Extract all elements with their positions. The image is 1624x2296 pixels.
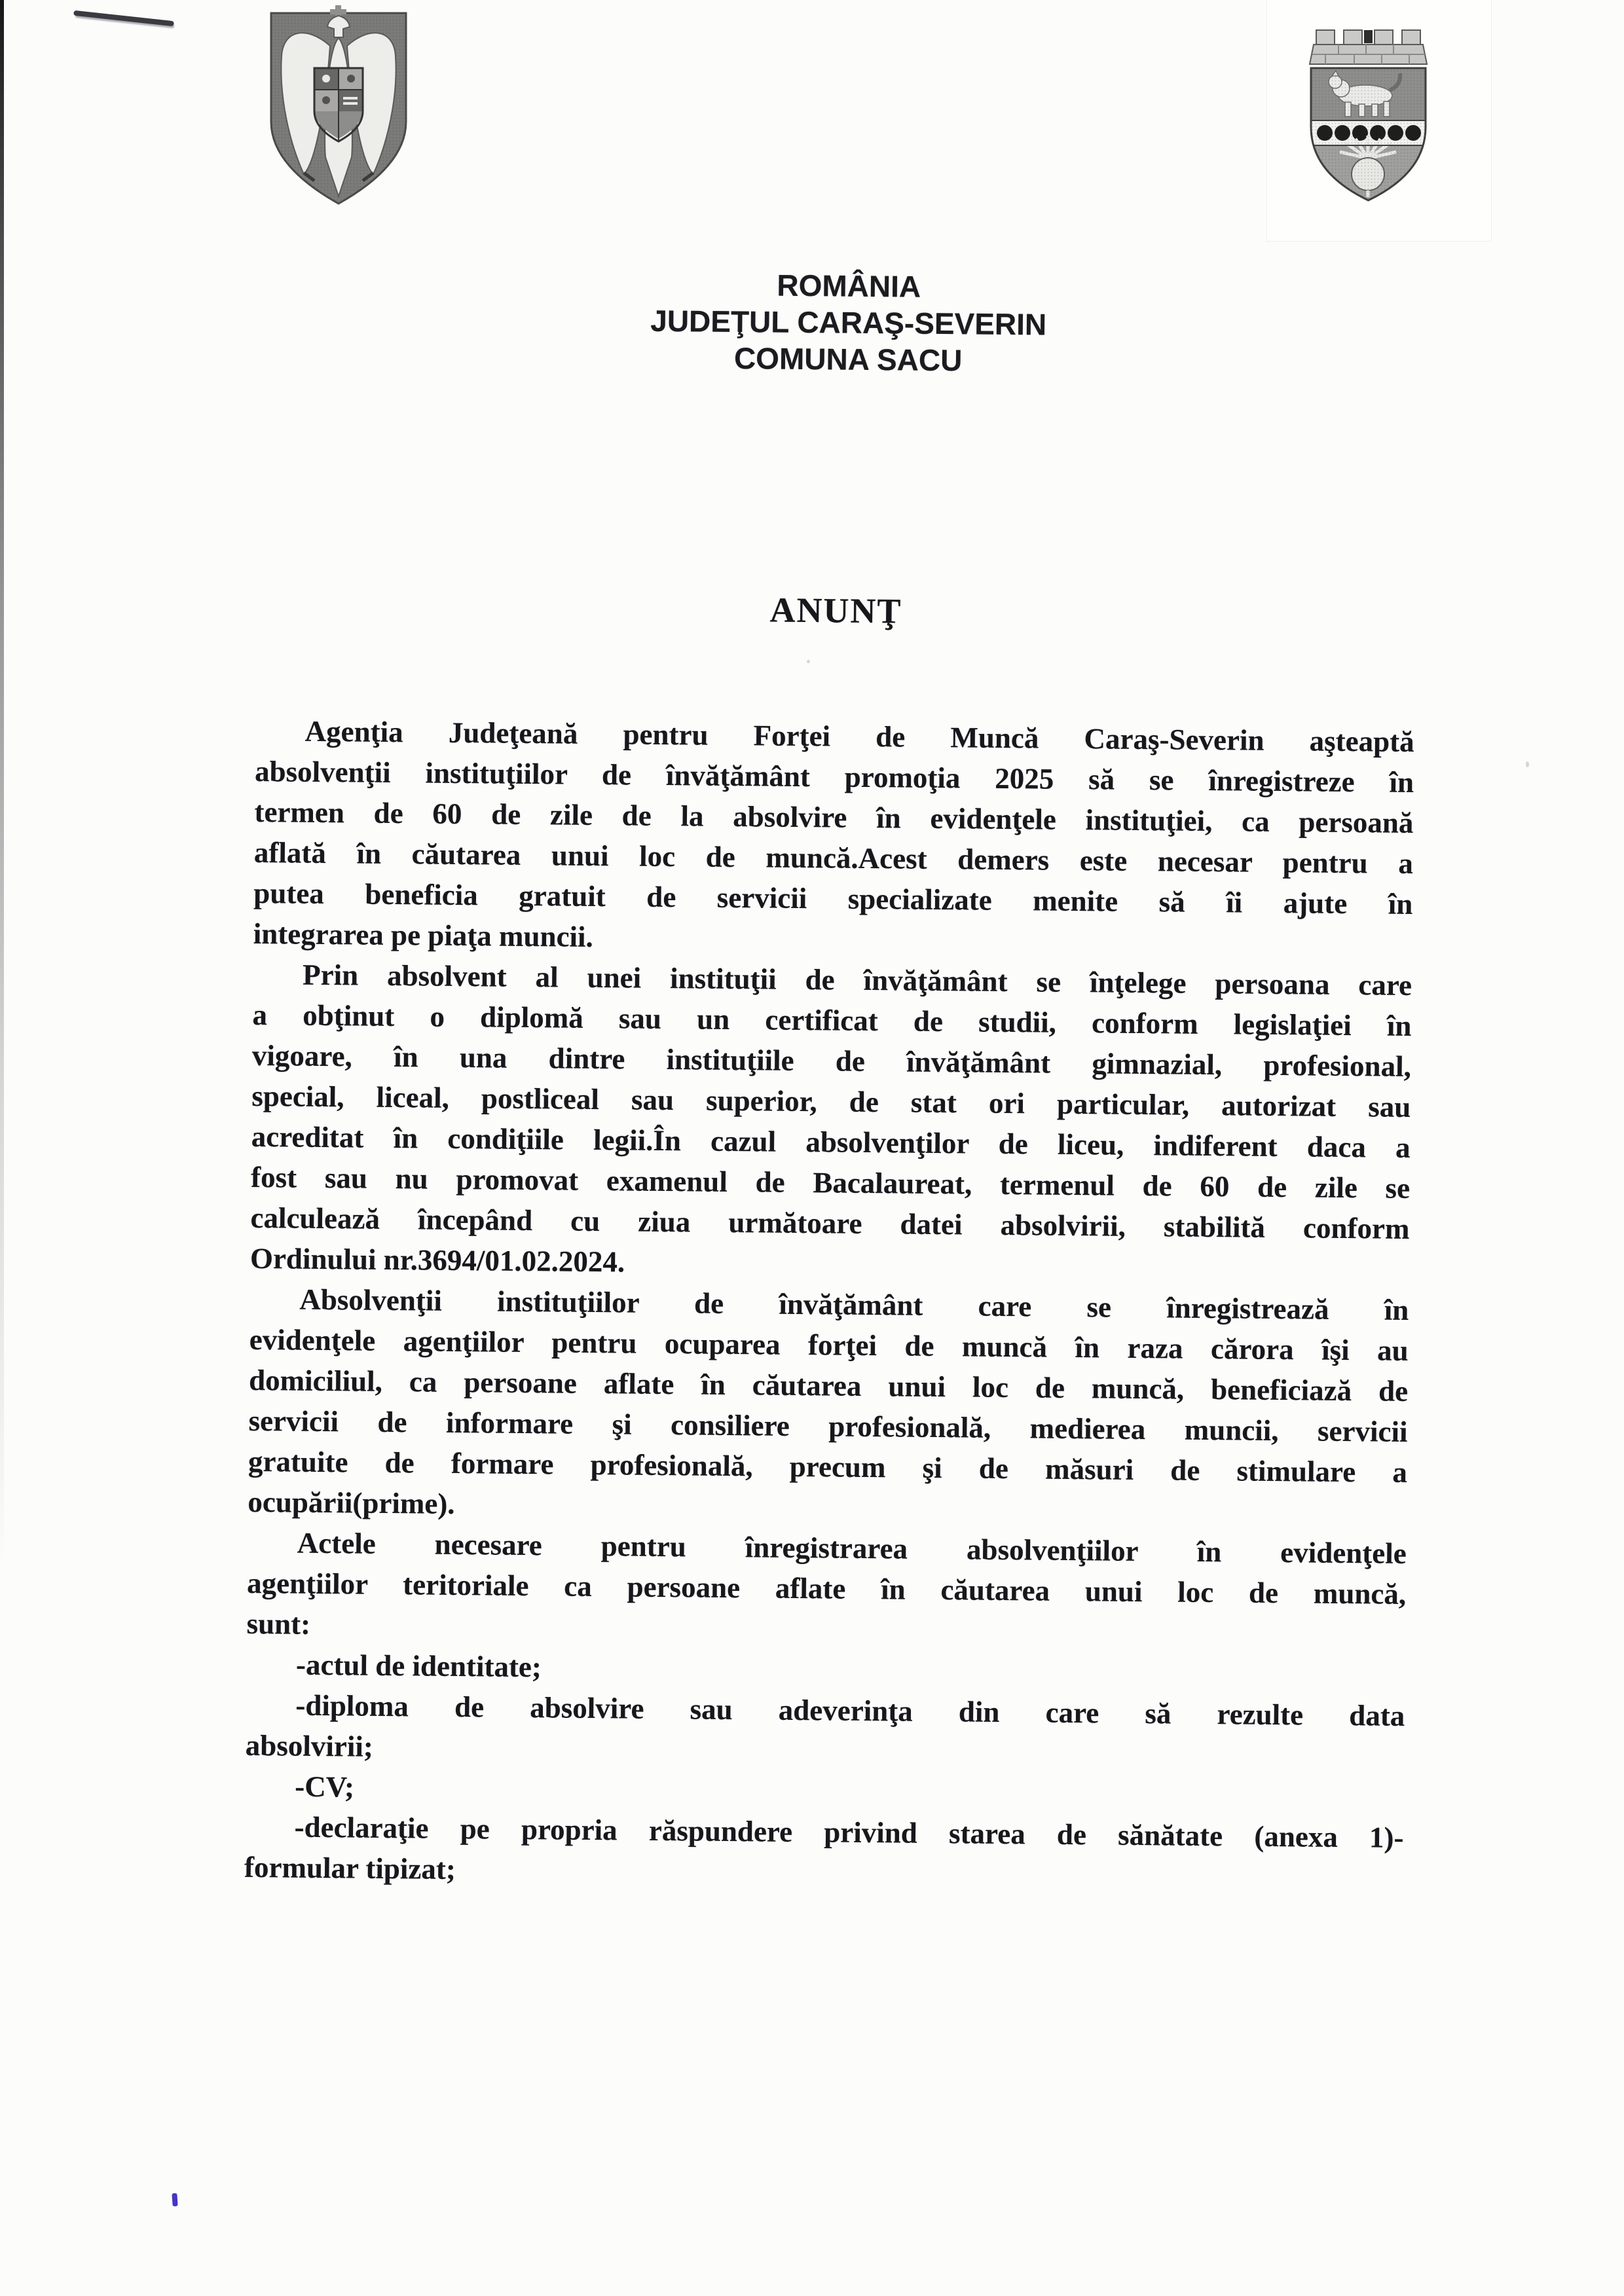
text-line: aflată în căutarea unui loc de muncă.Acest demers este necesar pentru a [253, 835, 1414, 880]
text-line: vigoare, în una dintre instituţiile de învăţământ gimnazial, profesional, [251, 1038, 1412, 1083]
text-line: putea beneficia gratuit de servicii specializate menite să îi ajute în [253, 876, 1413, 920]
text-line: absolvenţii instituţiilor de învăţământ promoţia 2025 să se înregistreze în [254, 754, 1414, 799]
document-title: ANUNŢ [769, 590, 902, 631]
list-item: formular tipizat; [244, 1850, 456, 1886]
text-line: evidenţele agenţiilor pentru ocuparea forţei de muncă în raza cărora îşi au [249, 1322, 1409, 1367]
text-line: special, liceal, postliceal sau superior, de stat ori particular, autorizat sau [251, 1079, 1411, 1123]
header-commune: COMUNA SACU [733, 340, 963, 378]
text-line: a obţinut o diplomă sau un certificat de studii, conform legislaţiei în [252, 998, 1412, 1042]
list-item: absolvirii; [245, 1728, 374, 1763]
list-item: -actul de identitate; [295, 1648, 542, 1684]
text-line: acreditat în condiţiile legii.În cazul absolvenţilor de liceu, indiferent daca a [251, 1120, 1411, 1164]
list-item: -CV; [294, 1770, 355, 1804]
text-line: sunt: [246, 1607, 311, 1641]
text-line: calculează începând cu ziua următoare datei absolvirii, stabilită conform [250, 1201, 1410, 1245]
text-line: Absolvenţii instituţiilor de învăţământ care se înregistrează în [299, 1283, 1409, 1326]
text-line: gratuite de formare profesională, precum şi de măsuri de stimulare a [248, 1444, 1408, 1489]
text-line: fost sau nu promovat examenul de Bacalaureat, termenul de 60 de zile se [250, 1160, 1411, 1205]
list-item: -diploma de absolvire sau adeverinţa din care să rezulte data [295, 1688, 1405, 1732]
header-country: ROMÂNIA [777, 268, 921, 304]
text-line: Actele necesare pentru înregistrarea absolvenţiilor în evidenţele [297, 1526, 1407, 1570]
text-line: Ordinului nr.3694/01.02.2024. [249, 1241, 625, 1279]
document-header [265, 262, 1432, 383]
text-line: termen de 60 de zile de la absolvire în evidenţele instituţiei, ca persoană [254, 795, 1414, 839]
text-line: ocupării(prime). [248, 1485, 455, 1520]
text-line: agenţiilor teritoriale ca persoane aflate în căutarea unui loc de muncă, [246, 1566, 1407, 1611]
header-county: JUDEŢUL CARAŞ-SEVERIN [650, 303, 1047, 342]
text-line: Agenţia Judeţeană pentru Forţei de Muncă Caraş-Severin aşteaptă [304, 714, 1414, 758]
text-line: servicii de informare şi consiliere profesională, medierea muncii, servicii [248, 1404, 1408, 1448]
announcement-body [244, 710, 1414, 1899]
ink-dot-artifact [172, 2193, 177, 2207]
text-line: Prin absolvent al unei instituţii de învăţământ se înţelege persoana care [302, 958, 1412, 1002]
text-line: domiciliul, ca persoane aflate în căutarea unui loc de muncă, beneficiază de [248, 1363, 1409, 1408]
text-line: integrarea pe piaţa muncii. [253, 917, 594, 953]
list-item: -declaraţie pe propria răspundere privind starea de sănătate (anexa 1)- [294, 1810, 1404, 1854]
